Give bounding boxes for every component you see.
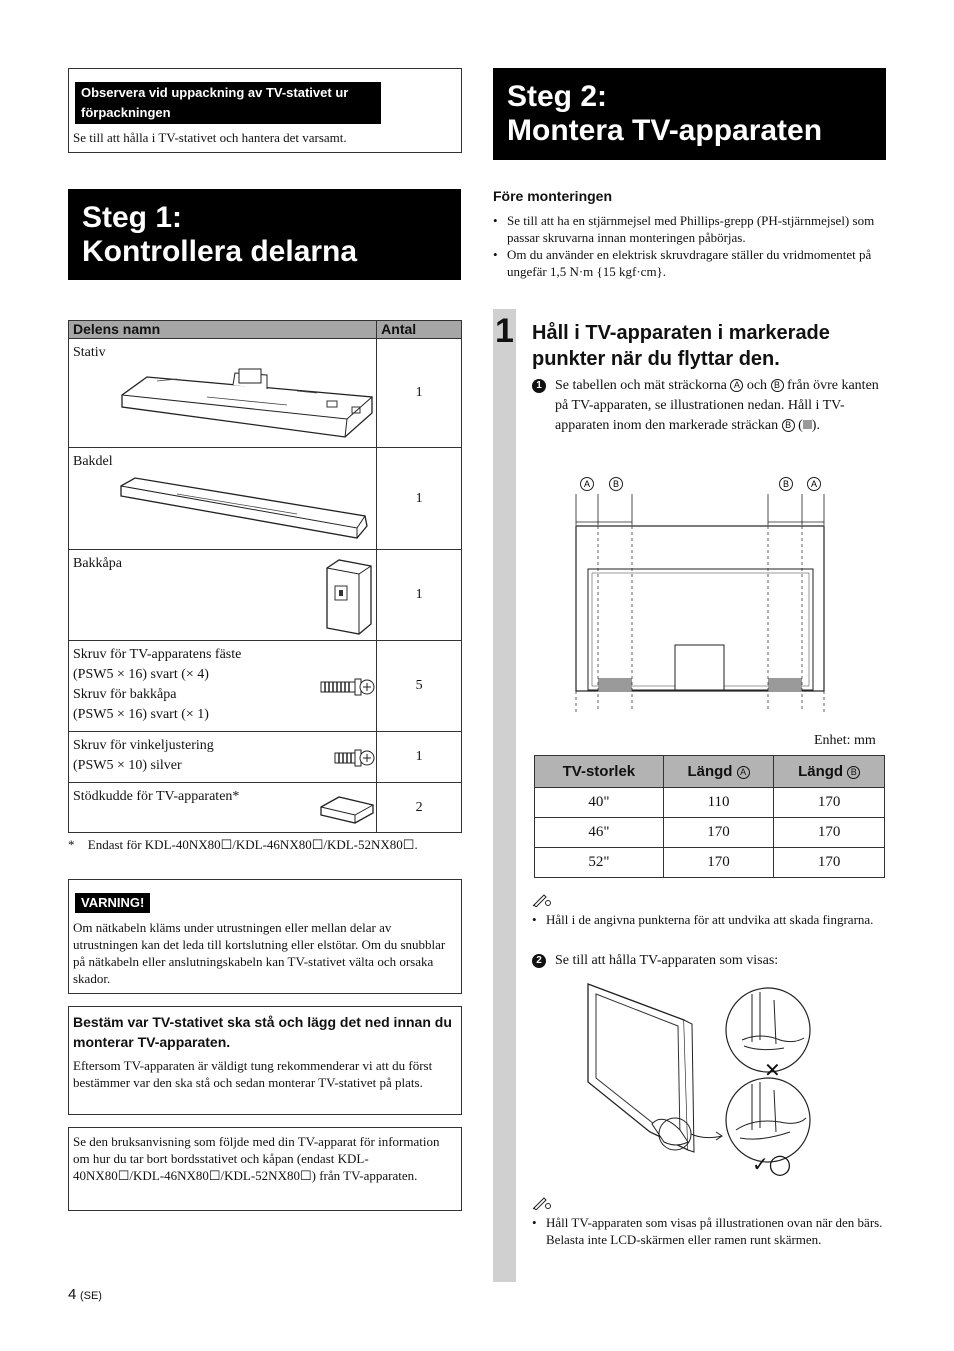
unit-label: Enhet: mm bbox=[814, 733, 876, 748]
footnote-mark: * bbox=[68, 837, 75, 852]
unpack-text: Se till att hålla i TV-stativet och hantera det varsamt. bbox=[73, 130, 347, 145]
part-qty: 1 bbox=[377, 339, 462, 448]
part-name-line: Skruv för bakkåpa bbox=[73, 687, 177, 702]
parts-footnote bbox=[68, 836, 418, 853]
length-a-cell: 170 bbox=[663, 818, 774, 848]
length-b-cell: 170 bbox=[774, 848, 885, 878]
part-qty: 1 bbox=[377, 550, 462, 641]
step2-title-line1: Steg 2: bbox=[507, 80, 608, 113]
label-a-icon: A bbox=[737, 766, 750, 779]
substep-text: Se tabellen och mät sträckorna bbox=[555, 378, 727, 393]
before-bullet: • Se till att ha en stjärnmejsel med Phillips-grepp (PH-stjärnmejsel) som passar skruvarna innan monteringen påbörjas. bbox=[493, 212, 888, 246]
before-list bbox=[493, 212, 888, 280]
parts-table bbox=[68, 320, 462, 833]
note-bullet: • Håll TV-apparaten som visas på illustrationen ovan när den bärs. Belasta inte LCD-skärmen eller ramen runt skärmen. bbox=[532, 1214, 884, 1248]
label-b-icon: B bbox=[612, 479, 620, 489]
table-row bbox=[535, 818, 885, 848]
unpack-heading: Observera vid uppackning av TV-stativet ur förpackningen bbox=[75, 82, 381, 124]
note-pencil-icon bbox=[532, 1196, 552, 1210]
note-pencil-icon bbox=[532, 893, 552, 907]
label-b-icon: B bbox=[771, 379, 784, 392]
label-a-icon: A bbox=[810, 479, 818, 489]
wrong-mark-icon: ✕ bbox=[764, 1060, 781, 1082]
page-number bbox=[68, 1286, 102, 1303]
parts-row-bakkapa bbox=[69, 550, 377, 641]
note2-list bbox=[532, 1214, 884, 1248]
substep-number: 1 bbox=[532, 379, 546, 393]
substep-number: 2 bbox=[532, 954, 546, 968]
part-name-line: Skruv för TV-apparatens fäste bbox=[73, 647, 242, 662]
size-cell: 52" bbox=[535, 848, 664, 878]
part-name: Bakdel bbox=[73, 454, 113, 469]
tv-holding-illustration bbox=[584, 982, 824, 1180]
manual-box bbox=[68, 1127, 462, 1211]
step-number: 1 bbox=[495, 312, 514, 350]
grey-square-icon: ( ). bbox=[798, 418, 820, 433]
part-qty: 2 bbox=[377, 783, 462, 833]
parts-row-bakdel bbox=[69, 448, 377, 550]
size-col-b bbox=[774, 756, 885, 788]
decide-text: Eftersom TV-apparaten är väldigt tung rekommenderar vi att du först bestämmer var den ska stå och sedan monterar TV-stativet på plats. bbox=[73, 1058, 433, 1090]
substep-1 bbox=[532, 376, 887, 436]
warning-label: VARNING! bbox=[75, 893, 150, 913]
parts-row-screw-a bbox=[69, 641, 377, 732]
step1-title-line1: Steg 1: bbox=[82, 201, 183, 234]
warning-box bbox=[68, 879, 462, 994]
size-col-size: TV-storlek bbox=[535, 756, 664, 788]
parts-col-name: Delens namn bbox=[69, 321, 377, 339]
cushion-illustration bbox=[319, 795, 375, 825]
part-name-line: (PSW5 × 16) svart (× 1) bbox=[73, 707, 209, 722]
part-name: Stativ bbox=[73, 345, 106, 360]
length-a-cell: 170 bbox=[663, 848, 774, 878]
decide-box bbox=[68, 1006, 462, 1115]
back-cover-illustration bbox=[319, 558, 377, 636]
manual-text: Se den bruksanvisning som följde med din TV-apparat för information om hur du tar bort bordsstativet och kåpan (endast KDL-40NX80☐/KDL-46NX80☐/KDL-52NX80☐) från TV-apparaten. bbox=[73, 1134, 440, 1183]
page-suffix: (SE) bbox=[79, 1290, 102, 1302]
length-b-cell: 170 bbox=[774, 818, 885, 848]
unpack-box bbox=[68, 68, 462, 153]
stand-illustration bbox=[117, 367, 377, 439]
part-name: Bakkåpa bbox=[73, 556, 122, 571]
length-a-cell: 110 bbox=[663, 788, 774, 818]
part-qty: 1 bbox=[377, 732, 462, 783]
back-part-illustration bbox=[117, 476, 373, 542]
size-table bbox=[534, 755, 885, 878]
table-row bbox=[535, 848, 885, 878]
col-label: Längd bbox=[798, 763, 844, 780]
label-b-icon: B bbox=[782, 419, 795, 432]
step-side-bar bbox=[493, 309, 516, 1282]
part-name-line: (PSW5 × 16) svart (× 4) bbox=[73, 667, 209, 682]
tv-dimension-diagram bbox=[568, 470, 830, 715]
screw-icon bbox=[319, 675, 375, 699]
correct-mark-icon: ✓◯ bbox=[752, 1154, 792, 1176]
before-heading: Före monteringen bbox=[493, 188, 613, 204]
step1-title bbox=[68, 189, 461, 280]
page-number-value: 4 bbox=[68, 1286, 77, 1303]
parts-row-stativ bbox=[69, 339, 377, 448]
substep-text: och bbox=[746, 378, 768, 393]
size-col-a bbox=[663, 756, 774, 788]
step2-title bbox=[493, 68, 886, 160]
size-cell: 46" bbox=[535, 818, 664, 848]
label-b-icon: B bbox=[782, 479, 790, 489]
parts-row-screw-b bbox=[69, 732, 377, 783]
label-b-icon: B bbox=[847, 766, 860, 779]
length-b-cell: 170 bbox=[774, 788, 885, 818]
parts-row-cushion bbox=[69, 783, 377, 833]
warning-text: Om nätkabeln kläms under utrustningen eller mellan delar av utrustningen kan det leda till kortslutning eller elstötar. Om du snubblar på nätkabeln eller anslutningskabeln kan TV-stativet välta och orsaka skador. bbox=[73, 920, 446, 986]
part-name: Stödkudde för TV-apparaten* bbox=[73, 789, 240, 804]
before-bullet: • Om du använder en elektrisk skruvdragare ställer du vridmomentet på ungefär 1,5 N·m {15 kgf·cm}. bbox=[493, 246, 888, 280]
note1-list bbox=[532, 911, 884, 928]
part-qty: 5 bbox=[377, 641, 462, 732]
step1-title-line2: Kontrollera delarna bbox=[82, 235, 358, 268]
label-a-icon: A bbox=[583, 479, 591, 489]
step2-title-line2: Montera TV-apparaten bbox=[507, 114, 823, 147]
screw-icon bbox=[333, 746, 375, 770]
part-name-line: (PSW5 × 10) silver bbox=[73, 758, 182, 773]
note-bullet: • Håll i de angivna punkterna för att undvika att skada fingrarna. bbox=[532, 911, 884, 928]
table-row bbox=[535, 788, 885, 818]
label-a-icon: A bbox=[730, 379, 743, 392]
step-heading: Håll i TV-apparaten i markerade punkter när du flyttar den. bbox=[532, 322, 830, 370]
part-qty: 1 bbox=[377, 448, 462, 550]
substep-text: från övre kanten på TV-apparaten, se illustrationen nedan. Håll i TV-apparaten inom den markerade sträckan bbox=[555, 378, 879, 433]
decide-heading: Bestäm var TV-stativet ska stå och lägg det ned innan du monterar TV-apparaten. bbox=[73, 1014, 452, 1050]
substep-text: Se till att hålla TV-apparaten som visas: bbox=[555, 953, 779, 968]
parts-col-qty: Antal bbox=[377, 321, 462, 339]
size-cell: 40" bbox=[535, 788, 664, 818]
substep-2 bbox=[532, 951, 778, 971]
footnote-text: Endast för KDL-40NX80☐/KDL-46NX80☐/KDL-52NX80☐. bbox=[87, 837, 418, 852]
col-label: Längd bbox=[687, 763, 733, 780]
part-name-line: Skruv för vinkeljustering bbox=[73, 738, 214, 753]
